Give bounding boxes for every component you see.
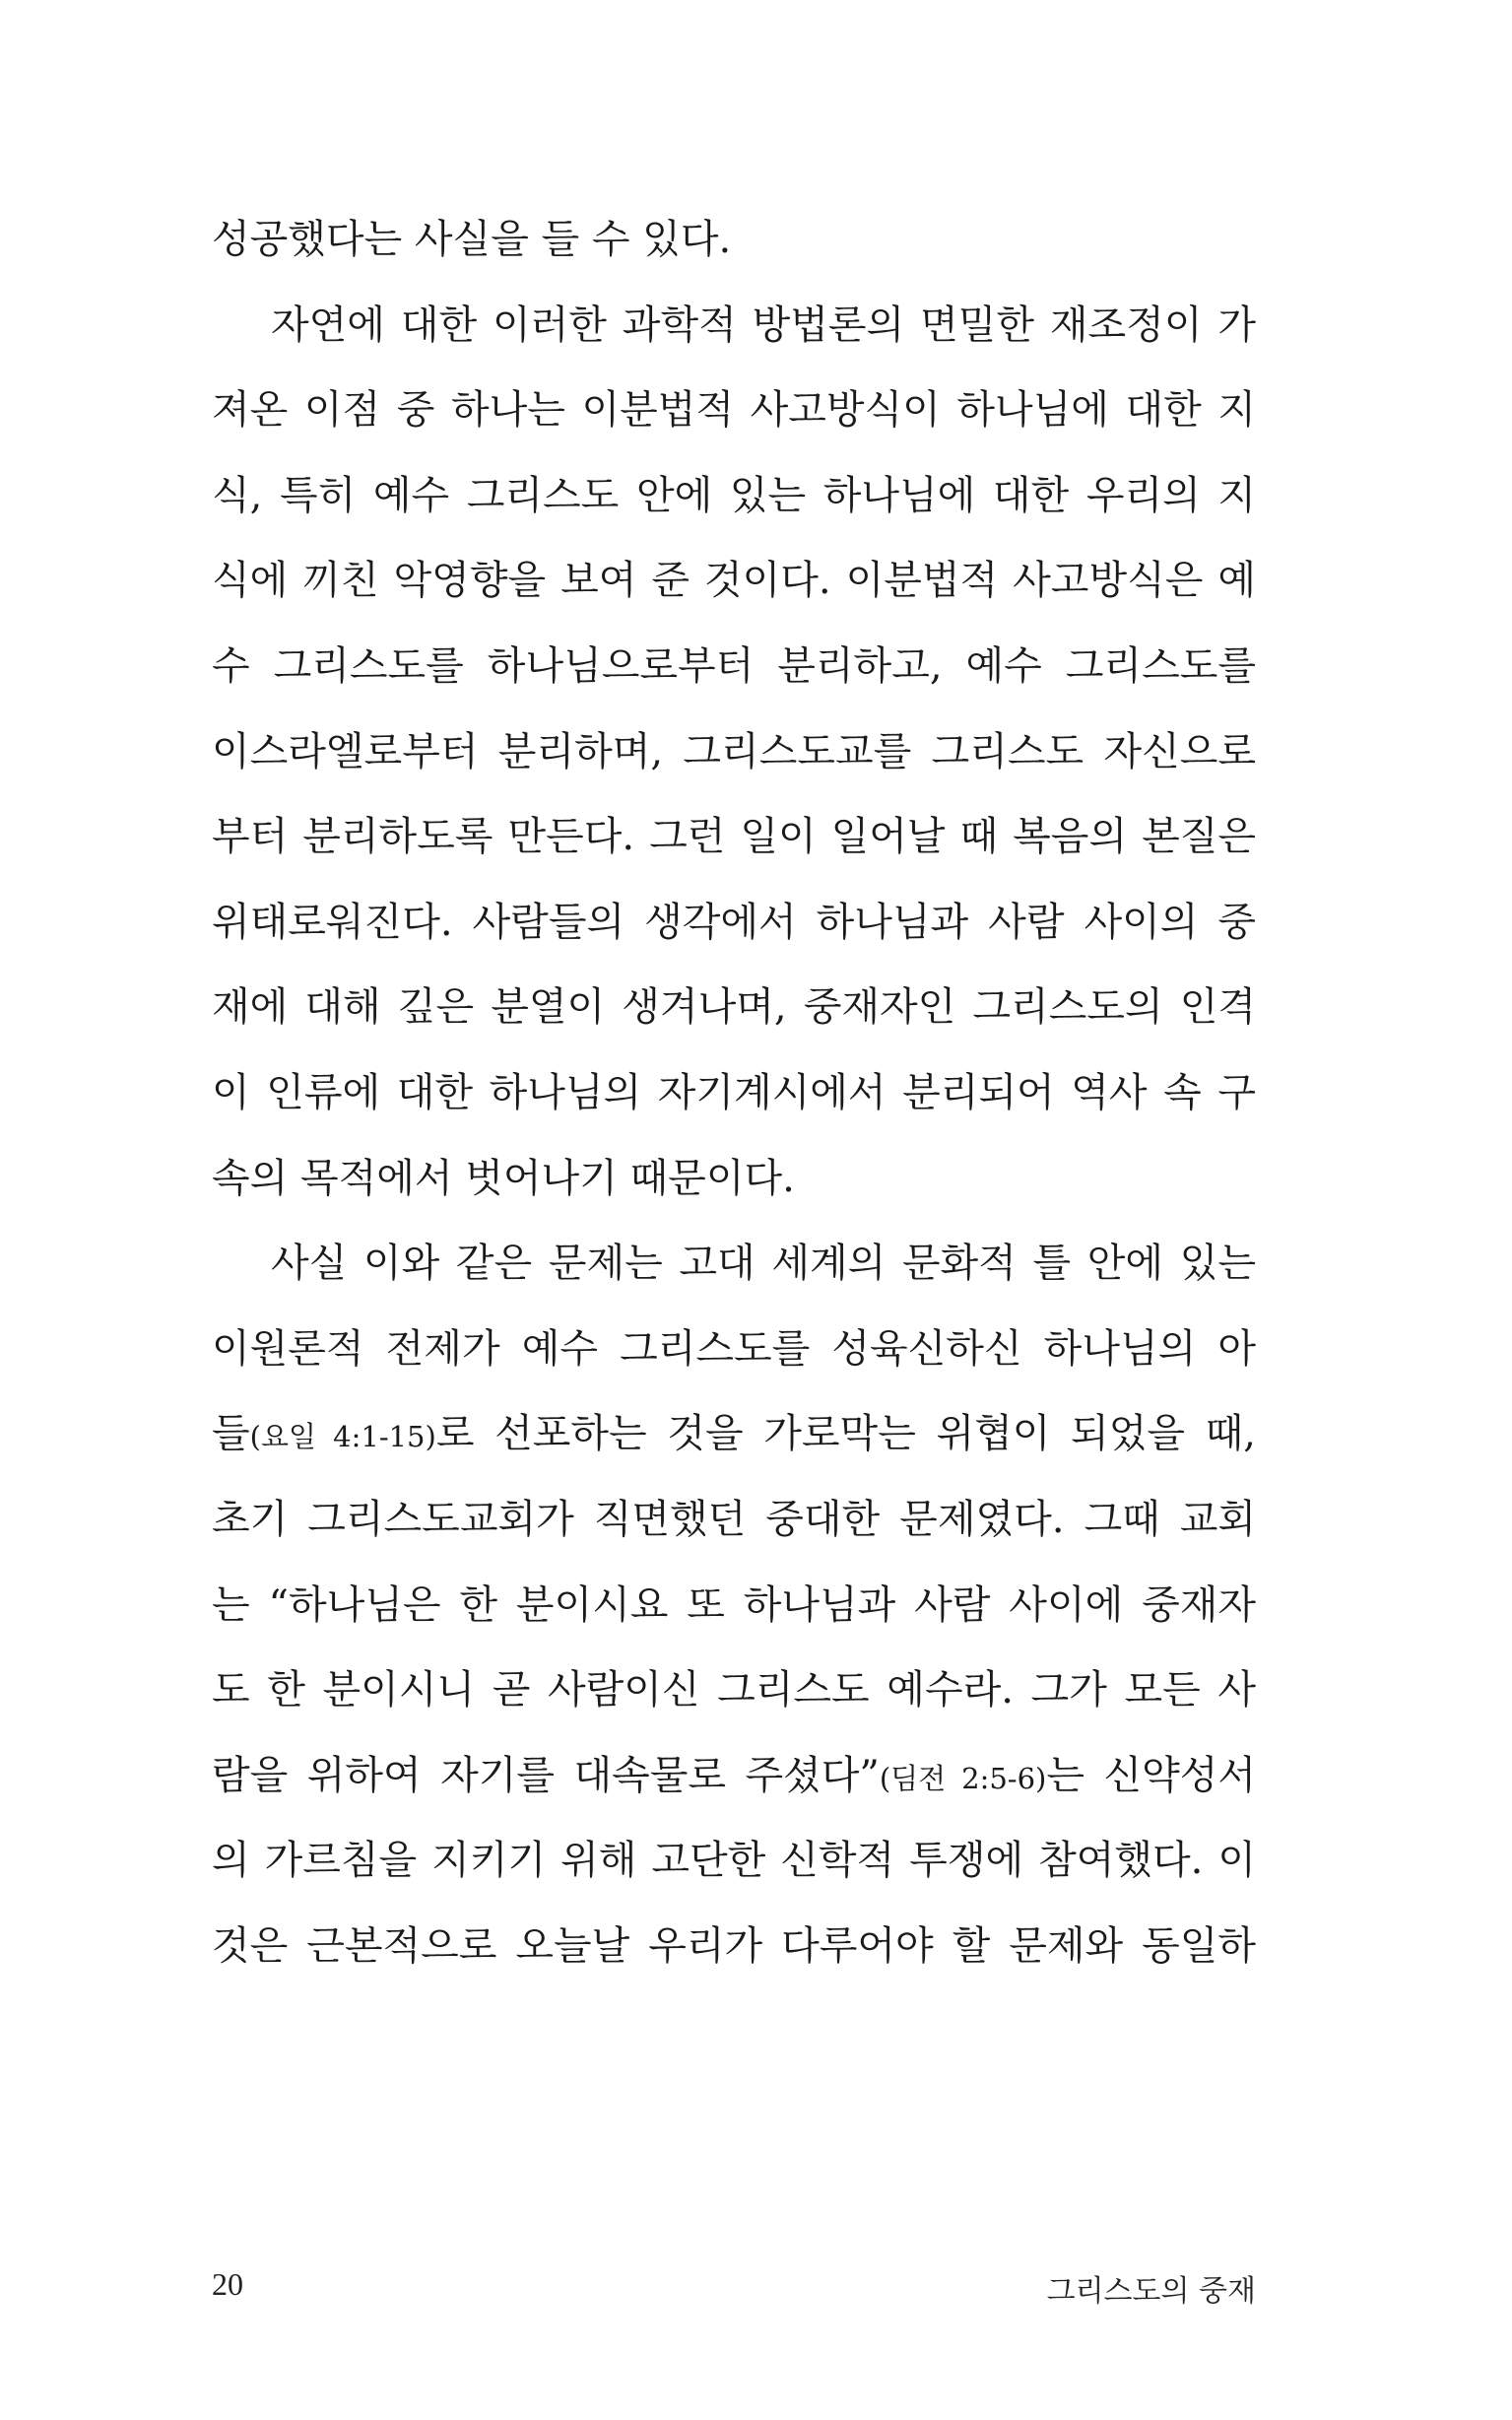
text-span: 들 (212, 1411, 250, 1457)
text-span: 로 선포하는 것을 가로막는 위협이 되었을 때, (435, 1411, 1256, 1457)
text-line: 는 “하나님은 한 분이시요 또 하나님과 사람 사이에 중재자 (212, 1581, 1256, 1628)
text-line: 성공했다는 사실을 들 수 있다. (212, 217, 732, 262)
scripture-reference: (요일 4:1-15) (249, 1420, 436, 1454)
paragraph-start-line: 자연에 대한 이러한 과학적 방법론의 면밀한 재조정이 가 (271, 302, 1256, 348)
text-line: 식, 특히 예수 그리스도 안에 있는 하나님에 대한 우리의 지 (212, 472, 1256, 518)
text-line: 속의 목적에서 벗어나기 때문이다. (212, 1155, 795, 1201)
text-line: 수 그리스도를 하나님으로부터 분리하고, 예수 그리스도를 (212, 642, 1256, 689)
text-line: 것은 근본적으로 오늘날 우리가 다루어야 할 문제와 동일하 (212, 1922, 1256, 1969)
text-line: 식에 끼친 악영향을 보여 준 것이다. 이분법적 사고방식은 예 (212, 558, 1256, 604)
text-span: 는 신약성서 (1046, 1752, 1257, 1798)
text-line: 이 인류에 대한 하나님의 자기계시에서 분리되어 역사 속 구 (212, 1069, 1256, 1115)
text-line: 초기 그리스도교회가 직면했던 중대한 문제였다. 그때 교회 (212, 1496, 1256, 1542)
text-line: 부터 분리하도록 만든다. 그런 일이 일어날 때 복음의 본질은 (212, 814, 1256, 860)
text-line: 져온 이점 중 하나는 이분법적 사고방식이 하나님에 대한 지 (212, 387, 1256, 434)
text-line: 재에 대해 깊은 분열이 생겨나며, 중재자인 그리스도의 인격 (212, 984, 1256, 1031)
scripture-reference: (딤전 2:5-6) (879, 1761, 1047, 1795)
page-number: 20 (212, 2266, 243, 2302)
running-footer-title: 그리스도의 중재 (1046, 2274, 1256, 2309)
text-line-with-reference (212, 1733, 1256, 1819)
text-line-with-reference (212, 1391, 1256, 1477)
text-span: 람을 위하여 자기를 대속물로 주셨다” (212, 1752, 880, 1798)
paragraph-start-line: 사실 이와 같은 문제는 고대 세계의 문화적 틀 안에 있는 (271, 1241, 1256, 1287)
text-line: 위태로워진다. 사람들의 생각에서 하나님과 사람 사이의 중 (212, 899, 1256, 945)
text-line: 이스라엘로부터 분리하며, 그리스도교를 그리스도 자신으로 (212, 728, 1256, 774)
text-line: 이원론적 전제가 예수 그리스도를 성육신하신 하나님의 아 (212, 1325, 1256, 1372)
text-line: 도 한 분이시니 곧 사람이신 그리스도 예수라. 그가 모든 사 (212, 1667, 1256, 1714)
text-line: 의 가르침을 지키기 위해 고단한 신학적 투쟁에 참여했다. 이 (212, 1838, 1256, 1884)
body-text (212, 197, 1256, 1988)
